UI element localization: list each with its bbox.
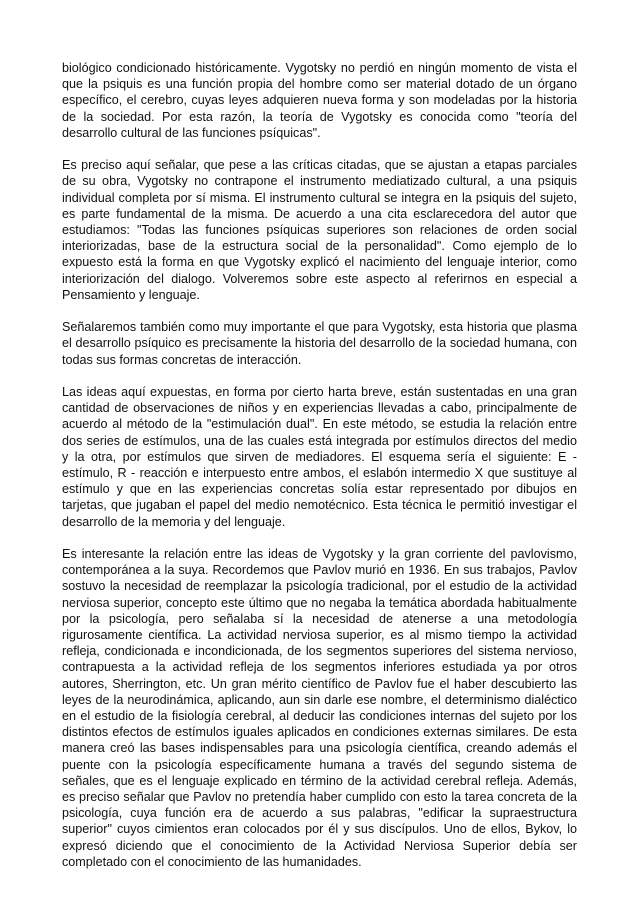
paragraph-2: Es preciso aquí señalar, que pese a las críticas citadas, que se ajustan a etapas parciales de su obra, Vygotsky no contrapone el instrumento mediatizado cultural, a una psiquis individual completa por sí misma. El instrumento cultural se integra en la psiquis del sujeto, es parte fundamental de la misma. De acuerdo a una cita esclarecedora del autor que estudiamos: "Todas las funciones psíquicas superiores son relaciones de orden social interiorizadas, base de la estructura social de la personalidad". Como ejemplo de lo expuesto está la forma en que Vygotsky explicó el nacimiento del lenguaje interior, como interiorización del dialogo. Volveremos sobre este aspecto al referirnos en especial a Pensamiento y lenguaje. <box>62 158 577 302</box>
paragraph-1: biológico condicionado históricamente. Vygotsky no perdió en ningún momento de vista el que la psiquis es una función propia del hombre como ser material dotado de un órgano específico, el cerebro, cuyas leyes adquieren nueva forma y son modeladas por la historia de la sociedad. Por esta razón, la teoría de Vygotsky es conocida como "teoría del desarrollo cultural de las funciones psíquicas". <box>62 61 577 140</box>
paragraph-3: Señalaremos también como muy importante el que para Vygotsky, esta historia que plasma el desarrollo psíquico es precisamente la historia del desarrollo de la sociedad humana, con todas sus formas concretas de interacción. <box>62 320 577 367</box>
document-page <box>62 60 577 870</box>
paragraph-4: Las ideas aquí expuestas, en forma por cierto harta breve, están sustentadas en una gran cantidad de observaciones de niños y en experiencias llevadas a cabo, principalmente de acuerdo al método de la "estimulación dual". En este método, se estudia la relación entre dos series de estímulos, una de las cuales está integrada por estímulos directos del medio y la otra, por estímulos que sirven de mediadores. El esquema sería el siguiente: E - estímulo, R - reacción e interpuesto entre ambos, el eslabón intermedio X que sustituye al estímulo y que en las experiencias concretas solía estar representado por dibujos en tarjetas, que jugaban el papel del medio nemotécnico. Esta técnica le permitió investigar el desarrollo de la memoria y del lenguaje. <box>62 385 577 529</box>
paragraph-5: Es interesante la relación entre las ideas de Vygotsky y la gran corriente del pavlovismo, contemporánea a la suya. Recordemos que Pavlov murió en 1936. En sus trabajos, Pavlov sostuvo la necesidad de reemplazar la psicología tradicional, por el estudio de la actividad nerviosa superior, concepto este último que no negaba la temática abordada habitualmente por la psicología, pero señalaba sí la necesidad de atenerse a una metodología rigurosamente científica. La actividad nerviosa superior, es al mismo tiempo la actividad refleja, condicionada e incondicionada, de los segmentos superiores del sistema nervioso, contrapuesta a la actividad refleja de los segmentos inferiores estudiada ya por otros autores, Sherrington, etc. Un gran mérito científico de Pavlov fue el haber descubierto las leyes de la neurodinámica, aplicando, aun sin darle ese nombre, el determinismo dialéctico en el estudio de la fisiología cerebral, al deducir las condiciones internas del sujeto por los distintos efectos de estímulos iguales aplicados en condiciones externas similares. De esta manera creó las bases indispensables para una psicología científica, creando además el puente con la psicología específicamente humana a través del segundo sistema de señales, que es el lenguaje explicado en término de la actividad cerebral refleja. Además, es preciso señalar que Pavlov no pretendía haber cumplido con esto la tarea concreta de la psicología, cuya función era de acuerdo a sus palabras, "edificar la supraestructura superior" cuyos cimientos eran colocados por él y sus discípulos. Uno de ellos, Bykov, lo expresó diciendo que el conocimiento de la Actividad Nerviosa Superior debía ser completado con el conocimiento de las humanidades. <box>62 547 577 869</box>
